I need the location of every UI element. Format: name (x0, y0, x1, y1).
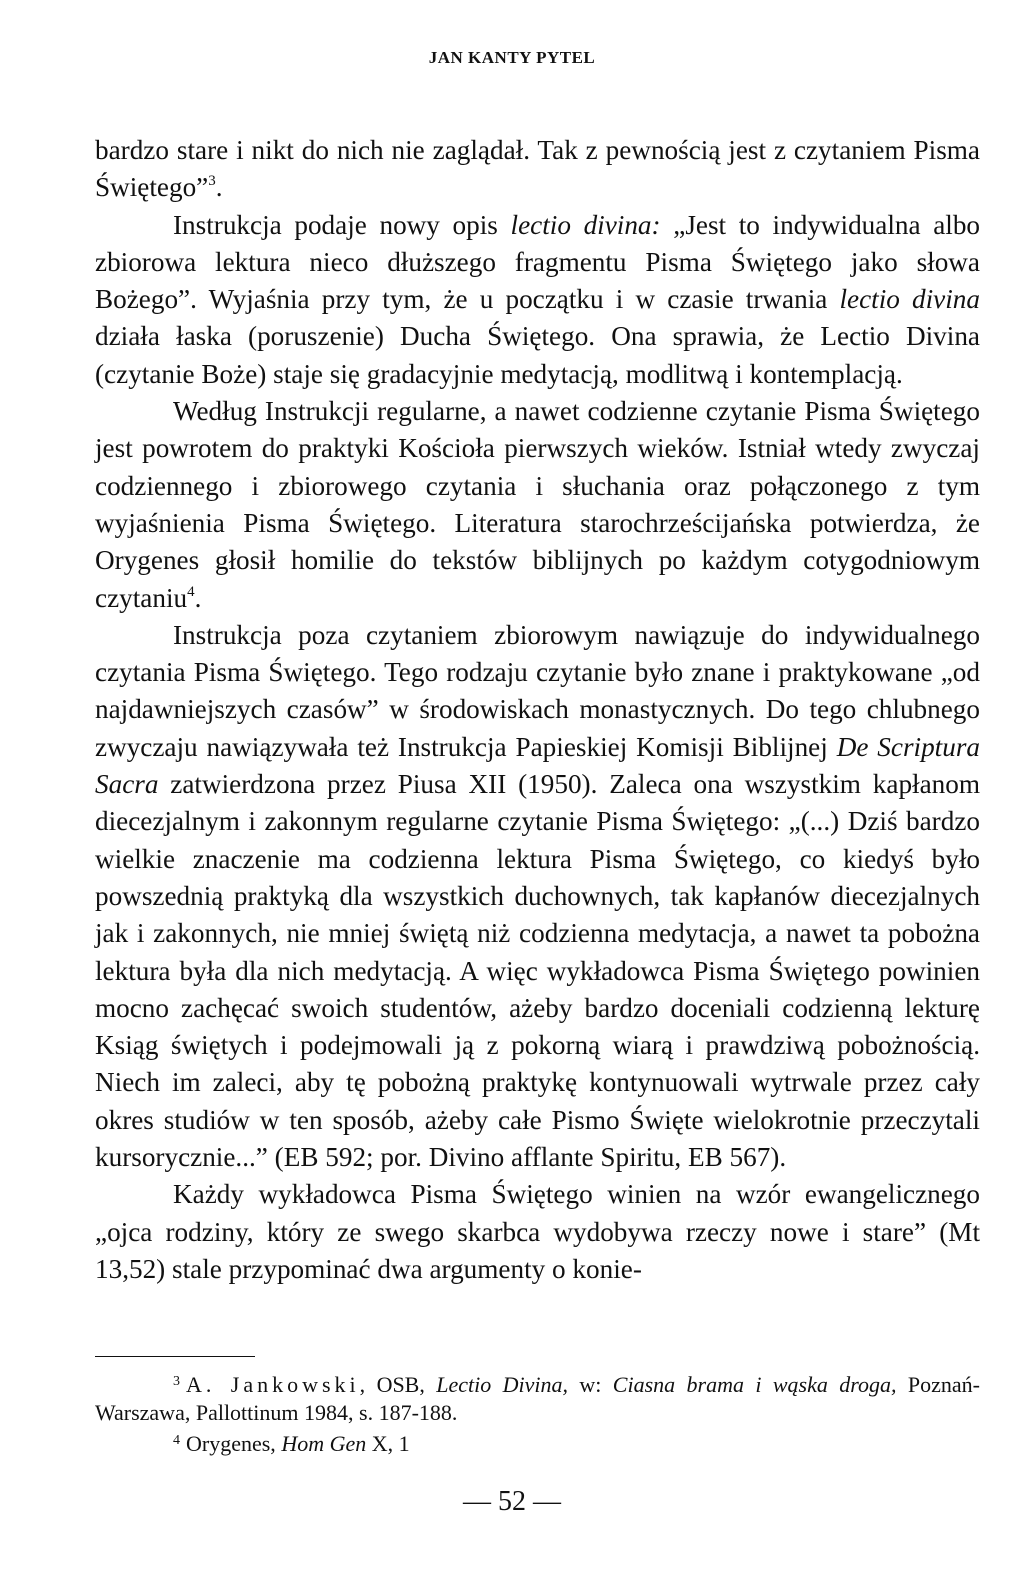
paragraph-3-text: Według Instrukcji regularne, a nawet codzienne czytanie Pisma Świętego jest powrotem do praktyki Kościoła pierwszych wieków. Istniał wtedy zwyczaj codziennego i zbiorowego czytania i słuchania oraz połączonego z tym wyjaśnienia Pisma Świętego. Literatura starochrześcijańska potwierdza, że Orygenes głosił homilie do tekstów biblijnych po każdym cotygodniowym czytaniu (95, 396, 980, 613)
footnote-3-text-a: , OSB, (359, 1372, 437, 1397)
footnote-4-italic: Hom Gen (281, 1431, 367, 1456)
footnote-3-title: Lectio Divina, (436, 1372, 569, 1397)
paragraph-3 (95, 393, 980, 617)
paragraph-5: Każdy wykładowca Pisma Świętego winien na wzór ewangelicznego „ojca rodziny, który ze swego skarbca wydobywa rzeczy nowe i stare” (Mt 13,52) stale przypominać dwa argumenty o konie- (95, 1179, 980, 1284)
running-head: JAN KANTY PYTEL (428, 48, 596, 67)
paragraph-2-italic: lectio divina: (510, 209, 661, 240)
paragraph-1-end: . (215, 172, 223, 203)
footnote-ref-3[interactable]: 3 (208, 173, 216, 190)
footnote-ref-4[interactable]: 4 (187, 583, 195, 600)
paragraph-2-text-b: „Jest to indywidualna albo zbiorowa lektura nieco dłuższego fragmentu Pisma Świętego jako słowa Bożego”. Wyjaśnia przy tym, że u początku i w czasie trwania (95, 209, 981, 315)
footnote-4-text-a: Orygenes, (186, 1431, 282, 1456)
footnote-divider (95, 1356, 255, 1357)
footnote-4-mark: 4 (173, 1433, 180, 1448)
paragraph-2-italic-2: lectio divina (839, 284, 980, 315)
footnote-4-text-b: X, 1 (366, 1431, 410, 1456)
paragraph-4-text-a: Instrukcja poza czytaniem zbiorowym nawiązuje do indywidualnego czytania Pisma Świętego. Tego rodzaju czytanie było znane i praktykowane „od najdawniejszych czasów” w środowiskach monastycznych. Do tego chlubnego zwyczaju nawiązywała też Instrukcja Papieskiej Komisji Biblijnej (95, 619, 980, 762)
paragraph-2 (95, 207, 980, 393)
footnote-4 (95, 1427, 980, 1458)
footnote-3-mark: 3 (173, 1374, 180, 1389)
footnotes (95, 1368, 980, 1458)
paragraph-4-italic: De Scriptura Sacra (95, 731, 980, 800)
page-number: — 52 — (463, 1486, 561, 1517)
footnote-3-text-c: Poznań-Warszawa, Pallottinum 1984, s. 187-188. (95, 1372, 980, 1425)
paragraph-2-text-c: działa łaska (poruszenie) Ducha Świętego. Ona sprawia, że Lectio Divina (czytanie Boże) staje się gradacyjnie medytacją, modlitwą i kontemplacją. (95, 321, 980, 389)
paragraph-2-text-a: Instrukcja podaje nowy opis (173, 209, 511, 240)
footnote-3-author: A. Jankowski (186, 1372, 360, 1397)
footnote-3 (95, 1368, 980, 1427)
footnote-3-text-b: w: (568, 1372, 613, 1397)
paragraph-1 (95, 132, 980, 207)
body-text (95, 132, 980, 1288)
paragraph-4 (95, 617, 980, 1176)
paragraph-3-end: . (194, 582, 202, 613)
paragraph-4-text-b: zatwierdzona przez Piusa XII (1950). Zaleca ona wszystkim kapłanom diecezjalnym i zakonnym regularne czytanie Pisma Świętego: „(...) Dziś bardzo wielkie znaczenie ma codzienna lektura Pisma Świętego, co kiedyś było powszednią praktyką dla wszystkich duchownych, tak kapłanów diecezjalnych jak i zakonnych, nie mniej świętą niż codzienna medytacja, a nawet ta pobożna lektura była dla nich medytacją. A więc wykładowca Pisma Świętego powinien mocno zachęcać swoich studentów, ażeby bardzo doceniali codzienną lekturę Ksiąg świętych i podejmowali ją z pokorną wiarą i prawdziwą pobożnością. Niech im zaleci, aby tę pobożną praktykę kontynuowali wytrwale przez cały okres studiów w ten sposób, ażeby całe Pismo Święte wielokrotnie przeczytali kursorycznie...” (EB 592; por. Divino afflante Spiritu, EB 567). (95, 769, 980, 1173)
footnote-3-book: Ciasna brama i wąska droga, (612, 1372, 897, 1397)
paragraph-1-text: bardzo stare i nikt do nich nie zaglądał. Tak z pewnością jest z czytaniem Pisma Świętego” (95, 135, 980, 203)
